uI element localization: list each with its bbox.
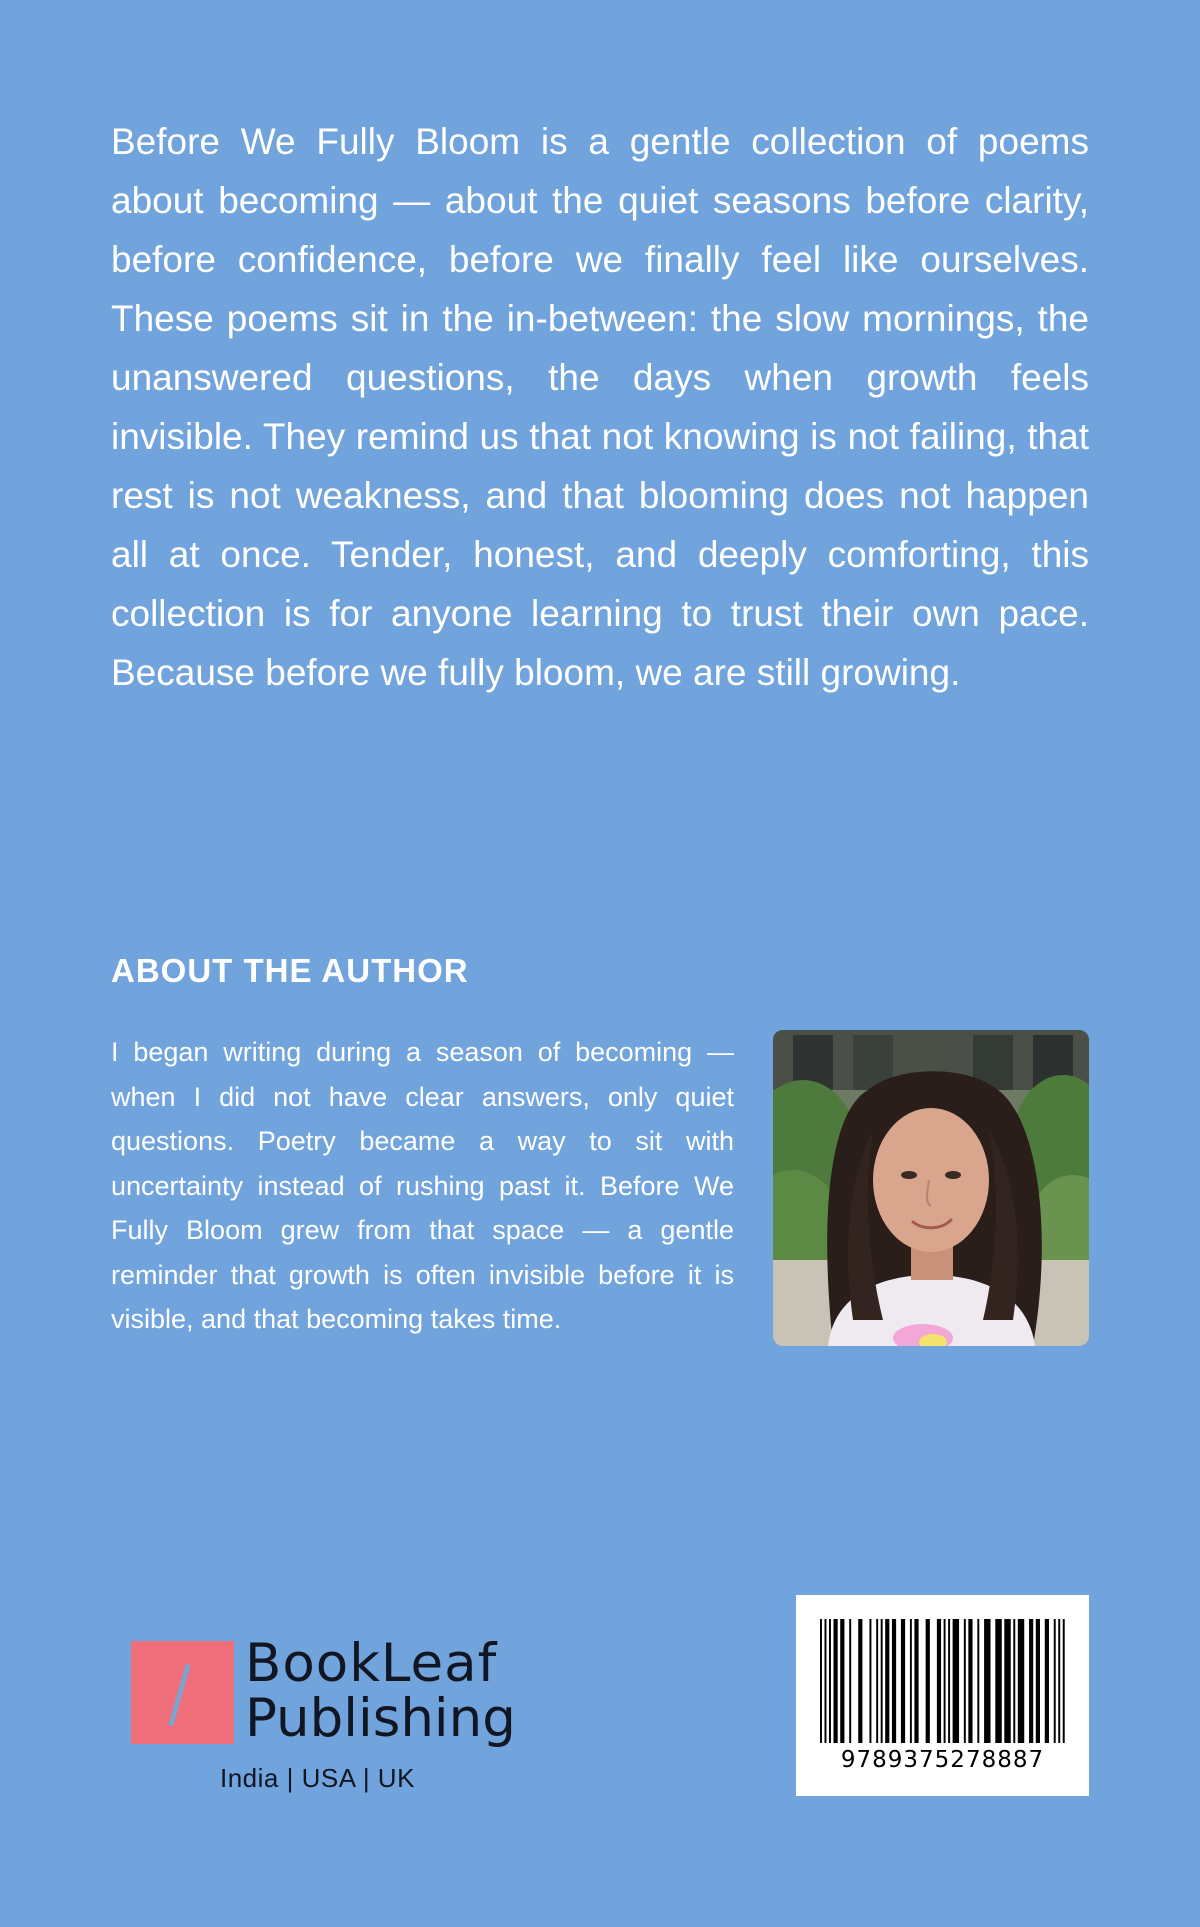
barcode-bar	[944, 1619, 946, 1743]
barcode-bar	[1018, 1619, 1024, 1743]
barcode-bar	[881, 1619, 883, 1743]
barcode-bar	[1058, 1619, 1060, 1743]
barcode-bar	[1036, 1619, 1040, 1743]
barcode-bar	[964, 1619, 966, 1743]
barcode-bar	[995, 1619, 1001, 1743]
barcode-bar	[937, 1619, 941, 1743]
barcode-bar	[1054, 1619, 1056, 1743]
barcode-bar	[892, 1619, 896, 1743]
bookleaf-publishing-logo	[130, 1633, 516, 1796]
barcode-bar	[829, 1619, 831, 1743]
barcode-bar	[885, 1619, 889, 1743]
barcode-bar	[977, 1619, 979, 1743]
barcode-bar	[948, 1619, 950, 1743]
about-author-text: I began writing during a season of becoming — when I did not have clear answers, only quiet questions. Poetry became a way to sit with uncertainty instead of rushing past it. Before We Fully Bloom grew from that space — a gentle reminder that growth is often invisible before it is visible, and that becoming takes time.	[111, 1037, 734, 1334]
logo-mark-icon	[131, 1641, 234, 1744]
publisher-name-line2: Publishing	[245, 1688, 516, 1749]
barcode-bar	[869, 1619, 871, 1743]
barcode-bar	[820, 1619, 822, 1743]
barcode-bar	[968, 1619, 972, 1743]
isbn-number: 9789375278887	[840, 1747, 1045, 1773]
barcode-bar	[910, 1619, 912, 1743]
barcode-bar	[849, 1619, 851, 1743]
barcode-bar	[926, 1619, 930, 1743]
barcode-bar	[1063, 1619, 1065, 1743]
barcode-bar	[1013, 1619, 1015, 1743]
publisher-name-line1: BookLeaf	[245, 1633, 498, 1694]
isbn-barcode	[796, 1595, 1089, 1796]
barcode-bar	[953, 1619, 959, 1743]
author-photo	[773, 1030, 1089, 1346]
barcode-bar	[914, 1619, 918, 1743]
barcode-bar	[1029, 1619, 1033, 1743]
barcode-bar	[825, 1619, 827, 1743]
barcode-bar	[984, 1619, 990, 1743]
barcode-bar	[876, 1619, 878, 1743]
barcode-bar	[901, 1619, 905, 1743]
barcode-bar	[1004, 1619, 1010, 1743]
barcode-bar	[858, 1619, 862, 1743]
barcode-bar	[840, 1619, 844, 1743]
publisher-regions: India | USA | UK	[220, 1763, 415, 1793]
barcode-bars-icon	[820, 1619, 1065, 1743]
barcode-bar	[1045, 1619, 1049, 1743]
book-blurb: Before We Fully Bloom is a gentle collection of poems about becoming — about the quiet seasons before clarity, before confidence, before we finally feel like ourselves. These poems sit in the in-between: the slow mornings, the unanswered questions, the days when growth feels invisible. They remind us that not knowing is not failing, that rest is not weakness, and that blooming does not happen all at once. Tender, honest, and deeply comforting, this collection is for anyone learning to trust their own pace. Because before we fully bloom, we are still growing.	[111, 121, 1089, 693]
barcode-bar	[833, 1619, 837, 1743]
about-author-heading: ABOUT THE AUTHOR	[111, 952, 469, 989]
logo-slash-icon	[168, 1664, 190, 1727]
